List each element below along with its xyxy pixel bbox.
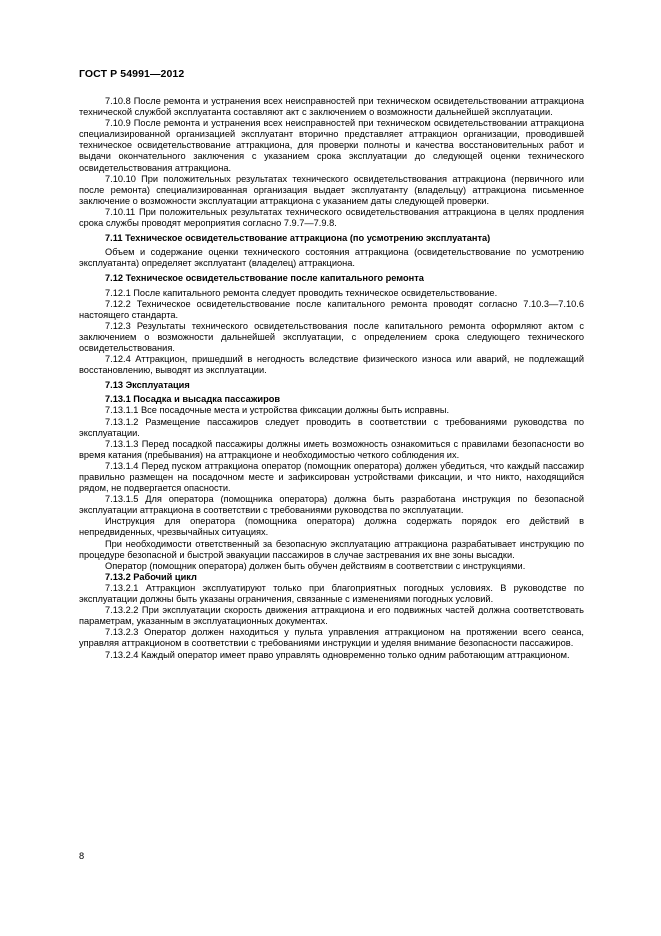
- paragraph-7-10-8: 7.10.8 После ремонта и устранения всех неисправностей при техническом освидетельствовании аттракциона технической службой эксплуатанта составляют акт с заключением о возможности дальнейшей эксплуатации.: [79, 96, 584, 118]
- paragraph-7-12-1: 7.12.1 После капитального ремонта следует проводить техническое освидетельствование.: [105, 287, 498, 298]
- paragraph-7-10-9: 7.10.9 После ремонта и устранения всех неисправностей при техническом освидетельствовании аттракциона специализированной организацией эксплуатант вторично представляет аттракцион организации, проводившей техническое освидетельствование аттракциона, для проверки полноты и качества восстановительных работ и выдачи окончательного заключения с указанием срока эксплуатации до следующей оценки технического освидетельствования аттракциона.: [79, 118, 584, 173]
- section-heading-7-12: 7.12 Техническое освидетельствование после капитального ремонта: [105, 273, 424, 284]
- paragraph-7-13-2-2: 7.13.2.2 При эксплуатации скорость движения аттракциона и его подвижных частей должна соответствовать параметрам, указанным в эксплуатационных документах.: [79, 605, 584, 627]
- subsection-heading-7-13-1: 7.13.1 Посадка и высадка пассажиров: [105, 394, 281, 405]
- paragraph-7-12-4: 7.12.4 Аттракцион, пришедший в негодность вследствие физического износа или аварий, не подлежащий восстановлению, выводят из эксплуатации.: [79, 354, 584, 376]
- paragraph-7-13-2-1: 7.13.2.1 Аттракцион эксплуатируют только при благоприятных погодных условиях. В руководстве по эксплуатации должны быть указаны ограничения, связанные с изменениями погодных условий.: [79, 582, 584, 605]
- standard-header: ГОСТ Р 54991—2012: [79, 68, 185, 80]
- section-heading-7-11: 7.11 Техническое освидетельствование аттракциона (по усмотрению эксплуатанта): [105, 233, 491, 244]
- paragraph-7-13-1-2: 7.13.1.2 Размещение пассажиров следует проводить в соответствии с требованиями руководства по эксплуатации.: [79, 416, 584, 438]
- paragraph-instruction-content: Инструкция для оператора (помощника оператора) должна содержать порядок его действий в непредвиденных, чрезвычайных ситуациях.: [79, 516, 584, 538]
- paragraph-operator-training: Оператор (помощник оператора) должен быть обучен действиям в соответствии с инструкциями.: [105, 560, 526, 571]
- page-number: 8: [79, 851, 85, 861]
- paragraph-7-11: Объем и содержание оценки технического состояния аттракциона (освидетельствование по усмотрению эксплуатанта) определяет эксплуатант (владелец) аттракциона.: [79, 247, 584, 269]
- paragraph-evacuation: При необходимости ответственный за безопасную эксплуатацию аттракциона разрабатывает инструкцию по процедуре безопасной и быстрой эвакуации пассажиров в случае застревания их вне зоны высадки.: [79, 538, 584, 560]
- document-body: [79, 96, 584, 661]
- subsection-heading-7-13-2: 7.13.2 Рабочий цикл: [105, 571, 197, 582]
- section-heading-7-13: 7.13 Эксплуатация: [105, 380, 190, 391]
- paragraph-7-10-10: 7.10.10 При положительных результатах технического освидетельствования аттракциона (первичного или после ремонта) специализированная организация выдает эксплуатанту (владельцу) аттракциона письменное заключение о возможности эксплуатации аттракциона с указанием даты следующей проверки.: [79, 173, 584, 206]
- paragraph-7-13-1-4: 7.13.1.4 Перед пуском аттракциона оператор (помощник оператора) должен убедиться, что каждый пассажир правильно размещен на посадочном месте и зафиксирован устройствами фиксации, и что никто, находящийся рядом, не подвергается опасности.: [79, 460, 584, 494]
- paragraph-7-13-2-4: 7.13.2.4 Каждый оператор имеет право управлять одновременно только одним работающим аттракционом.: [105, 649, 570, 660]
- paragraph-7-13-1-5: 7.13.1.5 Для оператора (помощника оператора) должна быть разработана инструкция по безопасной эксплуатации аттракциона в соответствии с требованиями руководства по эксплуатации.: [79, 494, 584, 516]
- paragraph-7-13-1-3: 7.13.1.3 Перед посадкой пассажиры должны иметь возможность ознакомиться с правилами безопасности во время катания (пребывания) на аттракционе и необходимостью четкого соблюдения их.: [79, 438, 584, 460]
- paragraph-7-13-2-3: 7.13.2.3 Оператор должен находиться у пульта управления аттракционом на протяжении всего сеанса, управляя аттракционом в соответствии с требованиями инструкции и уделяя внимание безопасности пассажиров.: [79, 627, 584, 649]
- paragraph-7-12-3: 7.12.3 Результаты технического освидетельствования после капитального ремонта оформляют актом с заключением о возможности дальнейшей эксплуатации, с определением срока следующего технического освидетельствования.: [79, 320, 584, 353]
- paragraph-7-13-1-1: 7.13.1.1 Все посадочные места и устройства фиксации должны быть исправны.: [105, 405, 450, 416]
- paragraph-7-10-11: 7.10.11 При положительных результатах технического освидетельствования аттракциона в целях продления срока службы проводят мероприятия согласно 7.9.7—7.9.8.: [79, 206, 584, 229]
- paragraph-7-12-2: 7.12.2 Техническое освидетельствование после капитального ремонта проводят согласно 7.10.3—7.10.6 настоящего стандарта.: [79, 298, 584, 320]
